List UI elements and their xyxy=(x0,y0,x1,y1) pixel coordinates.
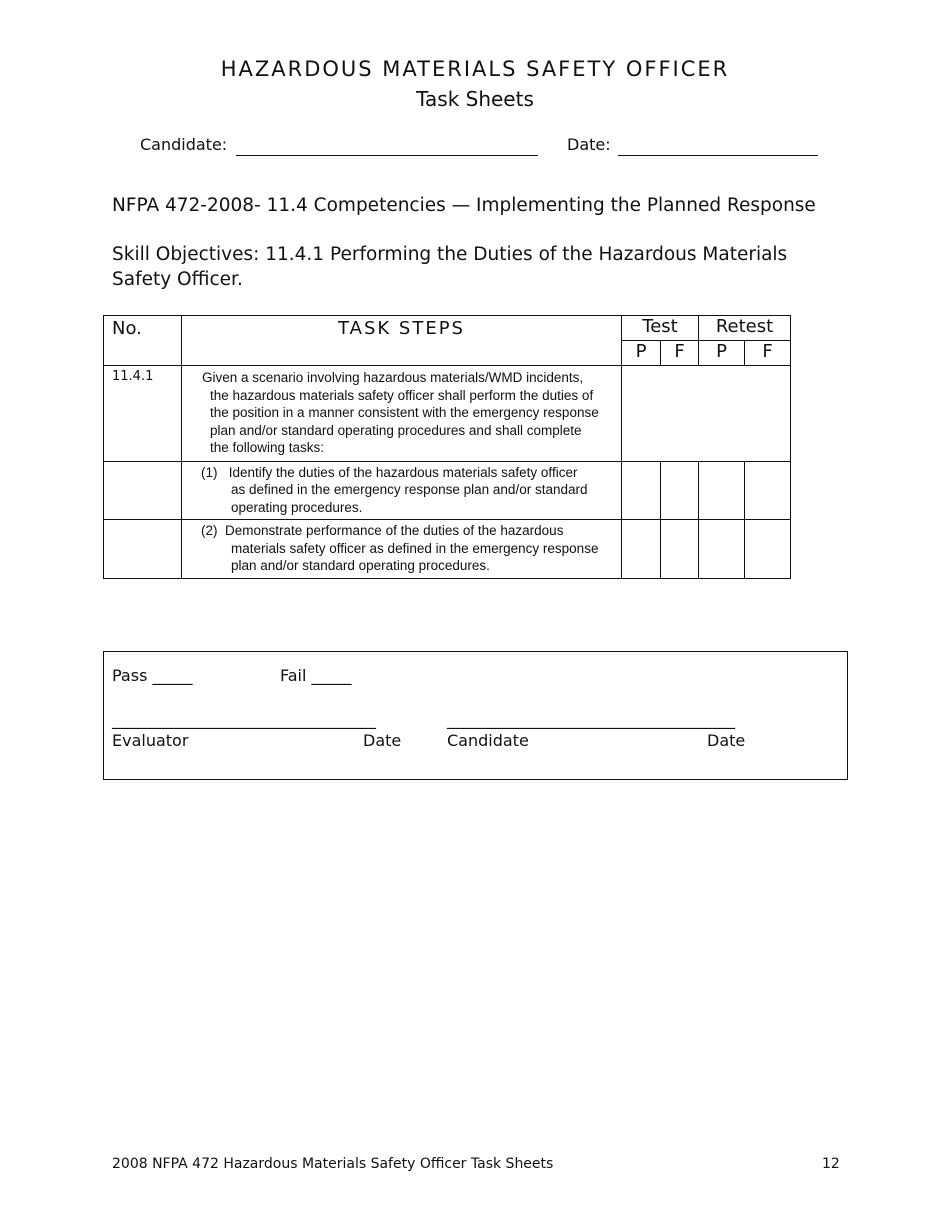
step-line: as defined in the emergency response plan and/or standard xyxy=(231,482,588,497)
test-fail-cell[interactable] xyxy=(661,520,699,579)
step-line: (1) Identify the duties of the hazardous materials safety officer xyxy=(201,464,578,480)
task-step-1 xyxy=(182,461,622,520)
step-line: the hazardous materials safety officer shall perform the duties of xyxy=(210,387,594,403)
task-number: 11.4.1 xyxy=(104,366,182,462)
step-line: Given a scenario involving hazardous materials/WMD incidents, xyxy=(202,370,584,385)
table-row xyxy=(104,366,791,462)
step-line: plan and/or standard operating procedures and shall complete xyxy=(210,422,582,438)
candidate-label: Candidate: xyxy=(140,135,228,154)
evaluator-date-label: Date xyxy=(363,731,402,750)
column-header-no: No. xyxy=(104,316,182,366)
step-line: the position in a manner consistent with the emergency response xyxy=(210,405,599,420)
table-row xyxy=(104,461,791,520)
date-label: Date: xyxy=(567,135,611,154)
candidate-field[interactable] xyxy=(236,155,538,156)
test-pass-cell[interactable] xyxy=(622,520,661,579)
page-subtitle: Task Sheets xyxy=(416,87,534,111)
test-pass-header: P xyxy=(622,341,661,366)
test-fail-cell[interactable] xyxy=(661,461,699,520)
page-title: HAZARDOUS MATERIALS SAFETY OFFICER xyxy=(220,57,730,81)
fail-field[interactable]: Fail _____ xyxy=(280,666,352,685)
column-header-task-steps: TASK STEPS xyxy=(182,316,622,366)
page-number: 12 xyxy=(822,1156,840,1172)
score-cell-merged xyxy=(622,366,791,462)
step-line: materials safety officer as defined in the emergency response xyxy=(231,540,599,556)
candidate-label: Candidate xyxy=(447,731,529,750)
retest-pass-cell[interactable] xyxy=(699,461,745,520)
skill-objectives-line-1: Skill Objectives: 11.4.1 Performing the Duties of the Hazardous Materials xyxy=(112,244,788,265)
skill-objectives-line-2: Safety Officer. xyxy=(112,269,243,290)
retest-pass-header: P xyxy=(699,341,745,366)
pass-field[interactable]: Pass _____ xyxy=(112,666,193,685)
column-header-retest: Retest xyxy=(699,316,791,341)
step-line: operating procedures. xyxy=(231,499,363,515)
task-number xyxy=(104,520,182,579)
competency-heading: NFPA 472-2008- 11.4 Competencies — Implementing the Planned Response xyxy=(112,195,816,216)
retest-fail-cell[interactable] xyxy=(745,461,791,520)
task-steps-table xyxy=(103,315,791,579)
task-step-main xyxy=(182,366,622,462)
test-fail-header: F xyxy=(661,341,699,366)
step-line: (2) Demonstrate performance of the duties of the hazardous xyxy=(201,523,564,538)
retest-fail-cell[interactable] xyxy=(745,520,791,579)
task-step-2 xyxy=(182,520,622,579)
step-line: the following tasks: xyxy=(210,440,325,455)
date-field[interactable] xyxy=(618,155,818,156)
column-header-test: Test xyxy=(622,316,699,341)
candidate-date-label: Date xyxy=(707,731,746,750)
retest-fail-header: F xyxy=(745,341,791,366)
evaluator-label: Evaluator xyxy=(112,731,189,750)
step-line: plan and/or standard operating procedures. xyxy=(231,558,490,573)
evaluator-signature-line[interactable]: _________________________________ xyxy=(112,710,376,729)
signoff-box xyxy=(103,651,848,780)
test-pass-cell[interactable] xyxy=(622,461,661,520)
retest-pass-cell[interactable] xyxy=(699,520,745,579)
footer-text: 2008 NFPA 472 Hazardous Materials Safety Officer Task Sheets xyxy=(112,1156,554,1172)
table-row xyxy=(104,520,791,579)
task-number xyxy=(104,461,182,520)
candidate-signature-line[interactable]: ____________________________________ xyxy=(447,710,735,729)
